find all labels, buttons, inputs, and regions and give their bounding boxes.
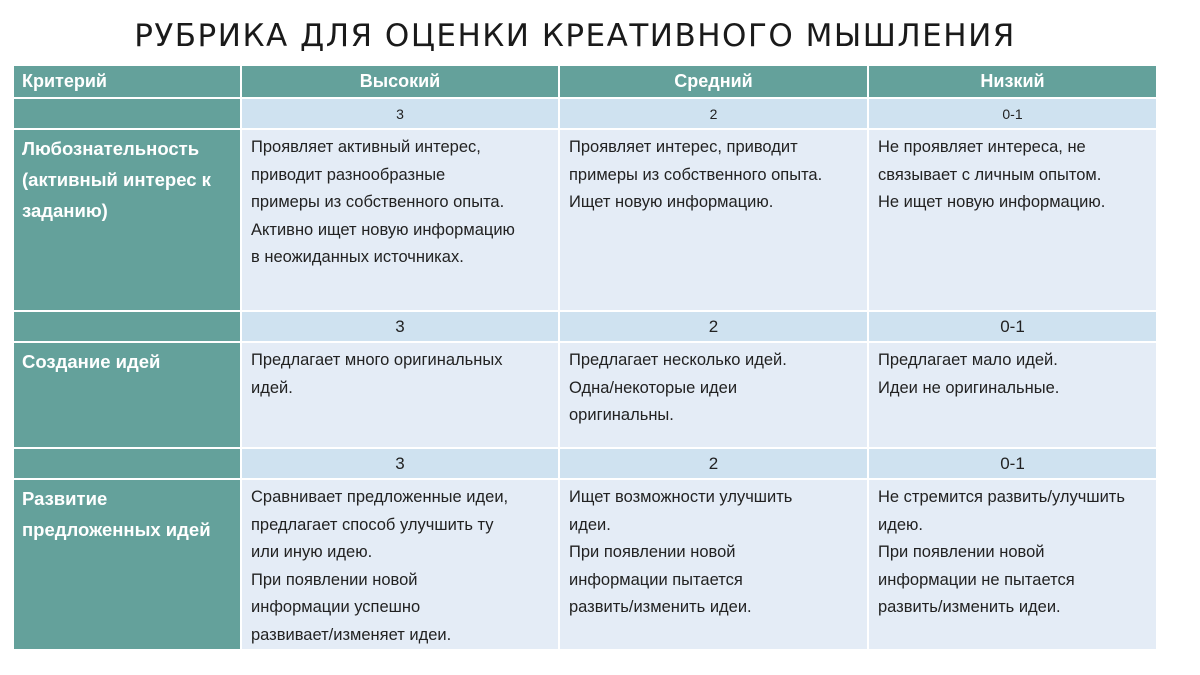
description-line: идею. <box>878 515 923 534</box>
description-line: связывает с личным опытом. <box>878 165 1102 184</box>
criterion-line: Создание идей <box>22 351 161 372</box>
score-high: 3 <box>242 312 558 341</box>
description-line: оригинальны. <box>569 406 674 424</box>
description-line: При появлении новой <box>878 543 1045 561</box>
score-row <box>14 449 1156 478</box>
description-line: Одна/некоторые идеи <box>569 378 738 397</box>
description-line: предлагает способ улучшить ту <box>251 515 494 534</box>
header-medium: Средний <box>560 66 867 97</box>
description-line: или иную идею. <box>251 543 373 561</box>
description-low <box>869 480 1156 649</box>
description-line: информации успешно <box>251 598 421 616</box>
description-high <box>242 343 558 447</box>
criterion-blank-cell <box>14 99 240 128</box>
score-high: 3 <box>242 99 558 128</box>
description-high <box>242 480 558 649</box>
description-line: Предлагает мало идей. <box>878 351 1058 369</box>
criterion-blank-cell <box>14 449 240 478</box>
description-line: Предлагает несколько идей. <box>569 351 787 369</box>
score-row <box>14 312 1156 341</box>
description-line: Проявляет активный интерес, <box>251 138 481 156</box>
description-line: приводит разнообразные <box>251 165 446 184</box>
criterion-line: заданию) <box>22 200 108 221</box>
description-low <box>869 343 1156 447</box>
criterion-row-curiosity <box>14 130 1156 310</box>
description-line: Активно ищет новую информацию <box>251 220 515 239</box>
description-line: Ищет новую информацию. <box>569 193 774 211</box>
description-line: Проявляет интерес, приводит <box>569 138 798 156</box>
description-line: информации не пытается <box>878 570 1075 589</box>
description-line: Идеи не оригинальные. <box>878 378 1060 397</box>
criterion-row-idea-development <box>14 480 1156 649</box>
description-line: Не стремится развить/улучшить <box>878 488 1125 506</box>
score-medium: 2 <box>560 312 867 341</box>
description-line: При появлении новой <box>569 543 736 561</box>
description-line: Не ищет новую информацию. <box>878 193 1106 211</box>
description-line: Предлагает много оригинальных <box>251 351 503 369</box>
criterion-blank-cell <box>14 312 240 341</box>
description-medium <box>560 480 867 649</box>
criterion-curiosity <box>14 130 240 310</box>
criterion-idea-development <box>14 480 240 649</box>
description-line: примеры из собственного опыта. <box>569 165 823 184</box>
page-title: РУБРИКА ДЛЯ ОЦЕНКИ КРЕАТИВНОГО МЫШЛЕНИЯ <box>134 18 1016 54</box>
description-line: идеи. <box>569 515 611 534</box>
rubric-table <box>12 64 1158 651</box>
description-line: Не проявляет интереса, не <box>878 138 1086 156</box>
description-line: развить/изменить идеи. <box>569 598 752 616</box>
header-low: Низкий <box>869 66 1156 97</box>
description-line: примеры из собственного опыта. <box>251 193 505 211</box>
description-line: развить/изменить идеи. <box>878 598 1061 616</box>
description-medium <box>560 130 867 310</box>
header-criterion: Критерий <box>14 66 240 97</box>
criterion-row-idea-creation <box>14 343 1156 447</box>
description-line: идей. <box>251 378 293 397</box>
criterion-line: Развитие <box>22 488 108 509</box>
score-medium: 2 <box>560 99 867 128</box>
description-line: При появлении новой <box>251 570 418 589</box>
criterion-line: Любознательность <box>22 138 200 159</box>
score-medium: 2 <box>560 449 867 478</box>
header-high: Высокий <box>242 66 558 97</box>
score-row <box>14 99 1156 128</box>
score-low: 0-1 <box>869 449 1156 478</box>
description-line: в неожиданных источниках. <box>251 248 464 266</box>
header-row <box>14 66 1156 97</box>
score-low: 0-1 <box>869 312 1156 341</box>
description-line: информации пытается <box>569 570 743 589</box>
description-line: Ищет возможности улучшить <box>569 488 793 506</box>
score-low: 0-1 <box>869 99 1156 128</box>
description-line: Сравнивает предложенные идеи, <box>251 488 509 506</box>
score-high: 3 <box>242 449 558 478</box>
description-high <box>242 130 558 310</box>
criterion-line: (активный интерес к <box>22 169 211 190</box>
criterion-idea-creation <box>14 343 240 447</box>
description-medium <box>560 343 867 447</box>
criterion-line: предложенных идей <box>22 519 211 540</box>
description-line: развивает/изменяет идеи. <box>251 625 452 644</box>
description-low <box>869 130 1156 310</box>
